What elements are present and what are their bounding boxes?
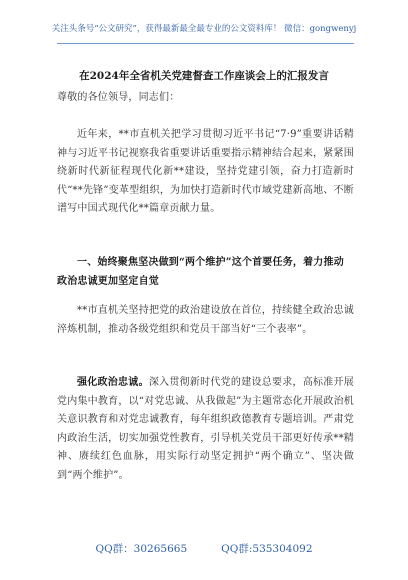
- intro-paragraph: 近年来，**市直机关把学习贯彻习近平书记“7·9”重要讲话精神与习近平书记视察我省重要讲话重要指示精神结合起来，紧紧围绕新时代新征程现代化新**建设，坚持党建引领，奋力打造新时代“**先锋”变革型组织，为加快打造新时代市域党建新高地、不断谱写中国式现代化**篇章贡献力量。: [57, 129, 354, 214]
- document-title: 在2024年全省机关党建督查工作座谈会上的汇报发言: [79, 70, 329, 82]
- subsection-body: 深入贯彻新时代党的建设总要求，高标准开展党内集中教育，以“对党忠诚、从我做起”为主题常态化开展政治机关意识教育和对党忠诚教育，每年组织政德教育专题培训。严肃党内政治生活，切实加强党性教育，引导机关党员干部更好传承**精神、赓续红色血脉，用实际行动坚定拥护“两个确立”、坚决做到“两个维护”。: [57, 377, 355, 481]
- subsection-lead: 强化政治忠诚。: [77, 377, 149, 388]
- section-heading-1: 一、始终聚焦坚决做到“两个维护”这个首要任务，着力推动政治忠诚更加坚定自觉: [57, 257, 344, 287]
- footer-qq-group-1: QQ群：30265665: [95, 543, 188, 555]
- footer-qq-groups: [0, 542, 408, 556]
- section-paragraph-1: **市直机关坚持把党的政治建设放在首位，持续健全政治忠诚淬炼机制，推动各级党组织和党员干部当好“三个表率”。: [57, 305, 354, 335]
- header-divider: [57, 43, 354, 44]
- footer-qq-group-2: QQ群:535304092: [221, 543, 313, 555]
- salutation: 尊敬的各位领导，同志们：: [57, 92, 180, 103]
- header-promo-note: 关注头条号“公文研究”，获得最新最全最专业的公文资料库！ 微信：gongwenyj: [51, 24, 357, 34]
- subsection-paragraph: [57, 374, 354, 485]
